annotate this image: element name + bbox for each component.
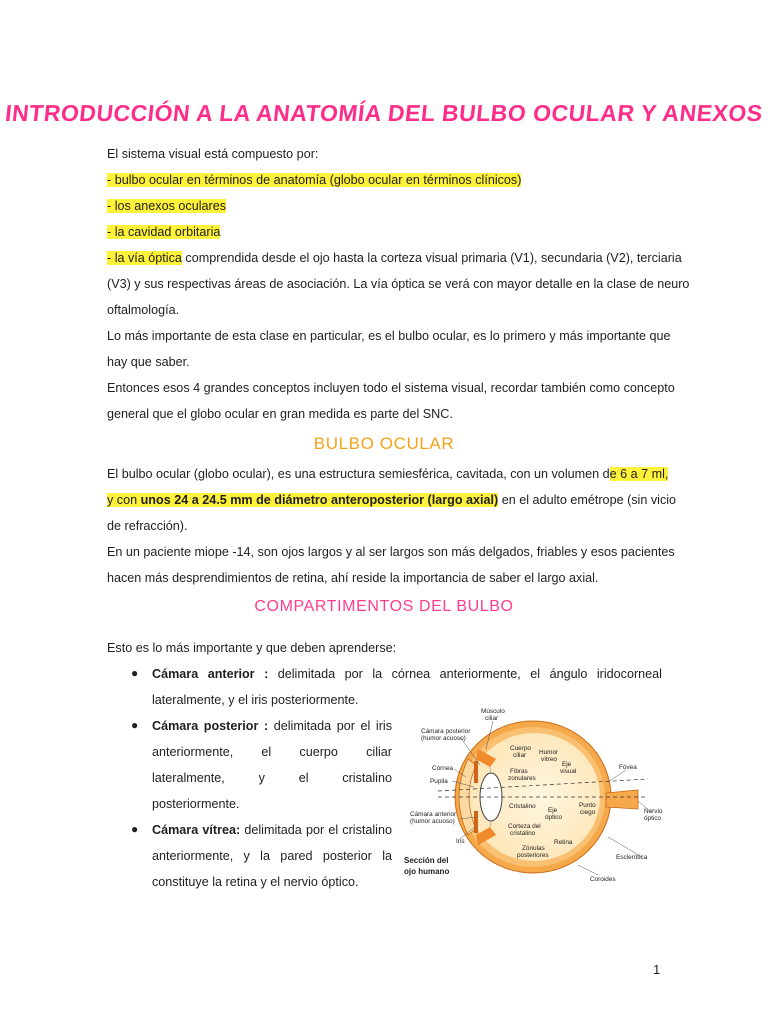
intro-item-cavidad [107, 224, 662, 240]
figure-caption: Sección del [404, 856, 449, 865]
highlight-bulbo: - bulbo ocular [107, 173, 184, 187]
optic-nerve-shape [606, 790, 638, 809]
fig-label: óptico [545, 814, 563, 821]
paragraph-line: (V3) y sus respectivas áreas de asociación. La vía óptica se verá con mayor detalle en la clase de neuro [107, 277, 690, 291]
paragraph-line: oftalmología. [107, 303, 180, 317]
bullet-icon: ● [131, 718, 139, 732]
text-run: en el adulto emétrope (sin vicio [498, 493, 677, 507]
highlight-volumen: e 6 a 7 ml, [609, 467, 669, 481]
list-term: Cámara anterior : [152, 667, 269, 681]
fig-label: Fibras [510, 768, 528, 775]
fig-label: óptico [644, 815, 662, 822]
paragraph-line [107, 466, 669, 482]
paragraph-line: general que el globo ocular en gran medida es parte del SNC. [107, 407, 453, 421]
fig-label: Coroides [590, 876, 616, 883]
highlight-anexos: - los anexos oculares [107, 199, 227, 213]
list-item-line: anteriormente, y la pared posterior la [152, 849, 392, 863]
fig-label: Nervio [644, 808, 663, 815]
fig-label: Iris [456, 838, 465, 845]
page-title: INTRODUCCIÓN A LA ANATOMÍA DEL BULBO OCULAR Y ANEXOS [4, 100, 765, 126]
fig-label: Corteza del [508, 823, 541, 830]
fig-label: Córnea [432, 765, 453, 772]
fig-label: Cuerpo [510, 745, 531, 752]
iris-shape [474, 761, 478, 783]
fig-label: Retina [554, 839, 573, 846]
list-item [152, 666, 662, 682]
fig-label: zonulares [508, 775, 536, 782]
fig-label: Pupila [430, 778, 448, 785]
fig-label: Eje [548, 807, 558, 814]
highlight-via: - la vía óptica [107, 251, 182, 265]
list-item-line: lateralmente, y el cristalino [152, 771, 392, 785]
fig-label: Fóvea [619, 764, 637, 771]
eye-section-figure [398, 697, 664, 890]
list-item [152, 718, 392, 734]
fig-label: Zónulas [522, 845, 545, 852]
list-text: delimitada por el iris [268, 719, 392, 733]
paragraph-line: Lo más importante de esta clase en particular, es el bulbo ocular, es lo primero y más importante que [107, 329, 671, 343]
list-item-line: lateralmente, y el iris posteriormente. [152, 693, 359, 707]
fig-label: (humor acuoso) [410, 818, 455, 825]
paragraph-line: de refracción). [107, 519, 188, 533]
fig-label: cristalino [510, 830, 536, 837]
fig-label: visual [560, 768, 577, 775]
intro-item-bulbo-text: en términos de anatomía (globo ocular en términos clínicos) [183, 173, 522, 187]
paragraph-line: En un paciente miope -14, son ojos largos y al ser largos son más delgados, friables y esos pacientes [107, 545, 675, 559]
figure-caption: ojo humano [404, 867, 450, 876]
intro-item-anexos [107, 198, 662, 214]
intro-item-via [107, 250, 682, 266]
paragraph-line: hay que saber. [107, 355, 190, 369]
highlight-diametro: unos 24 a 24.5 mm de diámetro anteroposterior (largo axial) [140, 493, 499, 507]
fig-label: (humor acuoso) [421, 735, 466, 742]
fig-label: posteriores [517, 852, 549, 859]
fig-label: Cámara anterior [410, 811, 457, 818]
fig-label: vítreo [541, 756, 557, 763]
paragraph-line: Esto es lo más importante y que deben aprenderse: [107, 641, 397, 655]
paragraph-line: Entonces esos 4 grandes conceptos incluyen todo el sistema visual, recordar también como concepto [107, 381, 675, 395]
fig-label: Humor [539, 749, 559, 756]
list-text: delimitada por la córnea anteriormente, el ángulo iridocorneal [268, 667, 662, 681]
page-number: 1 [653, 962, 661, 977]
intro-line: El sistema visual está compuesto por: [107, 147, 319, 161]
list-term: Cámara vítrea: [152, 823, 241, 837]
fig-label: Cristalino [509, 803, 536, 810]
intro-item-bulbo [107, 172, 662, 188]
list-item-line: posteriormente. [152, 797, 240, 811]
fig-label: Cámara posterior [421, 728, 471, 735]
list-item-line: constituye la retina y el nervio óptico. [152, 875, 359, 889]
paragraph-line: hacen más desprendimientos de retina, ahí reside la importancia de saber el largo axial. [107, 571, 599, 585]
fig-label: ciliar [513, 752, 527, 759]
paragraph-line [107, 492, 677, 508]
fig-label: ciliar [485, 715, 499, 722]
list-text: delimitada por el cristalino [240, 823, 392, 837]
text-run: El bulbo ocular (globo ocular), es una estructura semiesférica, cavitada, con un volumen d [107, 467, 610, 481]
highlight-y-con: y con [107, 493, 141, 507]
bullet-icon: ● [131, 822, 139, 836]
highlight-cavidad: - la cavidad orbitaria [107, 225, 221, 239]
section-heading-bulbo: BULBO OCULAR [313, 434, 455, 453]
fig-label: Eje [562, 761, 572, 768]
section-heading-compartimentos: COMPARTIMENTOS DEL BULBO [254, 598, 514, 615]
iris-shape [474, 811, 478, 833]
list-item [152, 822, 392, 838]
list-item-line: anteriormente, el cuerpo ciliar [152, 745, 392, 759]
intro-item-via-text: comprendida desde el ojo hasta la corteza visual primaria (V1), secundaria (V2), terciaria [181, 251, 682, 265]
fig-label: ciego [580, 809, 596, 816]
fig-label: Esclerótica [616, 854, 648, 861]
bullet-icon: ● [131, 666, 139, 680]
list-term: Cámara posterior : [152, 719, 269, 733]
fig-label: Punto [579, 802, 596, 809]
fig-label: Músculo [481, 708, 505, 715]
